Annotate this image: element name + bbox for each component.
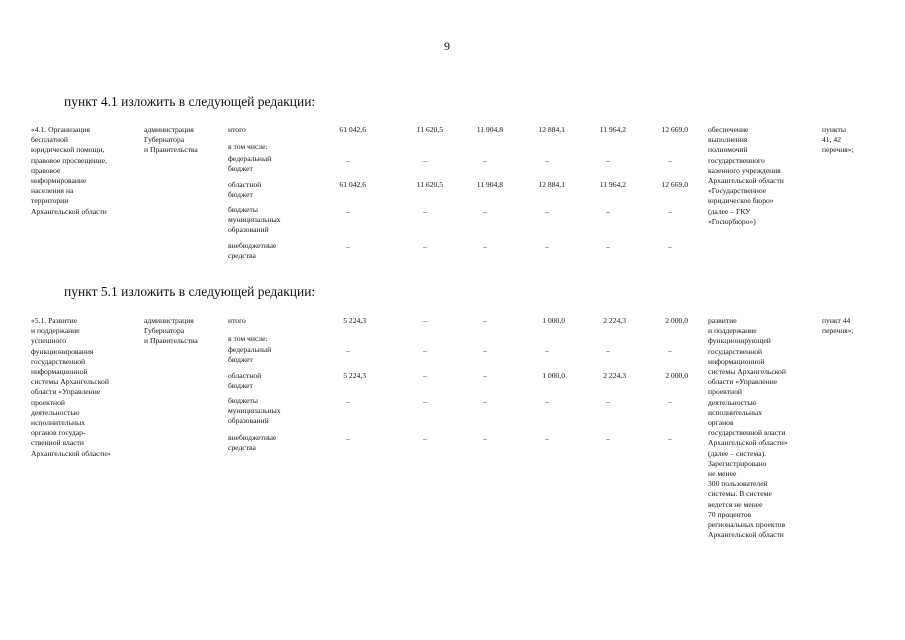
amount-year: 2 224,3 — [603, 371, 626, 380]
funding-source: бюджеты муниципальных образований — [228, 205, 281, 235]
section-heading-5-1: пункт 5.1 изложить в следующей редакции: — [64, 284, 316, 299]
amount-year: – — [483, 346, 487, 355]
expected-result: обеспечение выполнения полномочий государственного казенного учреждения Архангельской области «Государственное юридическое бюро» (далее – ГКУ «Госюрбюро») — [708, 125, 784, 226]
amount-year: – — [606, 397, 610, 406]
amount-year: – — [483, 242, 487, 251]
amount-year: – — [606, 207, 610, 216]
amount-total: – — [346, 207, 350, 216]
measure-name: «5.1. Развитие и поддержание успешного функционирования государственной информационной системы Архангельской области «Управление проектной деятельностью исполнительных органов государ- ственной власти Архангельской области» — [31, 316, 111, 458]
amount-year: – — [545, 434, 549, 443]
amount-year: – — [483, 397, 487, 406]
funding-source: внебюджетные средства — [228, 241, 277, 261]
amount-total: – — [346, 434, 350, 443]
list-reference: пункт 44 перечня»; — [822, 316, 854, 336]
amount-total: – — [346, 346, 350, 355]
amount-year: – — [483, 371, 487, 380]
amount-year: – — [423, 156, 427, 165]
section-heading-4-1: пункт 4.1 изложить в следующей редакции: — [64, 94, 316, 109]
amount-total: – — [346, 242, 350, 251]
amount-year: – — [483, 434, 487, 443]
amount-year: – — [423, 346, 427, 355]
amount-year: – — [483, 316, 487, 325]
funding-source: итого — [228, 125, 246, 134]
amount-year: 11 904,8 — [476, 180, 503, 189]
amount-year: – — [668, 434, 672, 443]
executor: администрация Губернатора и Правительства — [144, 316, 198, 346]
funding-source: областной бюджет — [228, 180, 262, 200]
amount-year: 1 000,0 — [542, 316, 565, 325]
amount-year: – — [423, 316, 427, 325]
funding-source: в том числе: — [228, 334, 268, 343]
amount-year: – — [545, 397, 549, 406]
amount-year: 2 000,0 — [665, 371, 688, 380]
amount-year: – — [423, 207, 427, 216]
amount-year: 2 000,0 — [665, 316, 688, 325]
amount-year: – — [606, 346, 610, 355]
executor: администрация Губернатора и Правительства — [144, 125, 198, 155]
amount-year: 11 620,5 — [416, 125, 443, 134]
amount-year: – — [668, 156, 672, 165]
funding-source: федеральный бюджет — [228, 345, 272, 365]
amount-year: – — [423, 397, 427, 406]
amount-year: 12 884,1 — [538, 180, 565, 189]
amount-year: – — [668, 397, 672, 406]
amount-year: – — [423, 371, 427, 380]
amount-year: 2 224,3 — [603, 316, 626, 325]
amount-year: – — [668, 242, 672, 251]
funding-source: в том числе: — [228, 142, 268, 151]
amount-year: – — [606, 242, 610, 251]
amount-year: – — [483, 156, 487, 165]
amount-total: 61 042,6 — [339, 125, 366, 134]
funding-source: итого — [228, 316, 246, 325]
amount-year: 11 964,2 — [599, 125, 626, 134]
expected-result: развитие и поддержание функционирующей государственной информационной системы Архангельской области «Управление проектной деятельностью исполнительных органов государственной власти Архангельской области» (далее – система). Зарегистрировано не менее 300 пользователей системы. В системе ведется не менее 70 процентов региональных проектов Архангельской области — [708, 316, 788, 540]
amount-year: 1 000,0 — [542, 371, 565, 380]
amount-year: – — [668, 207, 672, 216]
amount-year: – — [423, 242, 427, 251]
amount-year: – — [545, 242, 549, 251]
amount-total: 5 224,3 — [343, 371, 366, 380]
funding-source: бюджеты муниципальных образований — [228, 396, 281, 426]
amount-total: 5 224,3 — [343, 316, 366, 325]
page-number: 9 — [444, 39, 450, 53]
amount-year: – — [483, 207, 487, 216]
amount-year: – — [606, 434, 610, 443]
amount-total: 61 042,6 — [339, 180, 366, 189]
amount-year: – — [606, 156, 610, 165]
measure-name: «4.1. Организация бесплатной юридической помощи, правовое просвещение, правовое информирование населения на территории Архангельской области — [31, 125, 107, 216]
amount-year: 11 904,8 — [476, 125, 503, 134]
amount-total: – — [346, 156, 350, 165]
list-reference: пункты 41, 42 перечня»; — [822, 125, 854, 155]
amount-total: – — [346, 397, 350, 406]
amount-year: 11 620,5 — [416, 180, 443, 189]
funding-source: внебюджетные средства — [228, 433, 277, 453]
amount-year: 12 669,0 — [661, 180, 688, 189]
amount-year: 12 669,0 — [661, 125, 688, 134]
amount-year: – — [423, 434, 427, 443]
amount-year: – — [668, 346, 672, 355]
amount-year: 11 964,2 — [599, 180, 626, 189]
amount-year: – — [545, 156, 549, 165]
amount-year: 12 884,1 — [538, 125, 565, 134]
funding-source: федеральный бюджет — [228, 154, 272, 174]
amount-year: – — [545, 207, 549, 216]
amount-year: – — [545, 346, 549, 355]
funding-source: областной бюджет — [228, 371, 262, 391]
